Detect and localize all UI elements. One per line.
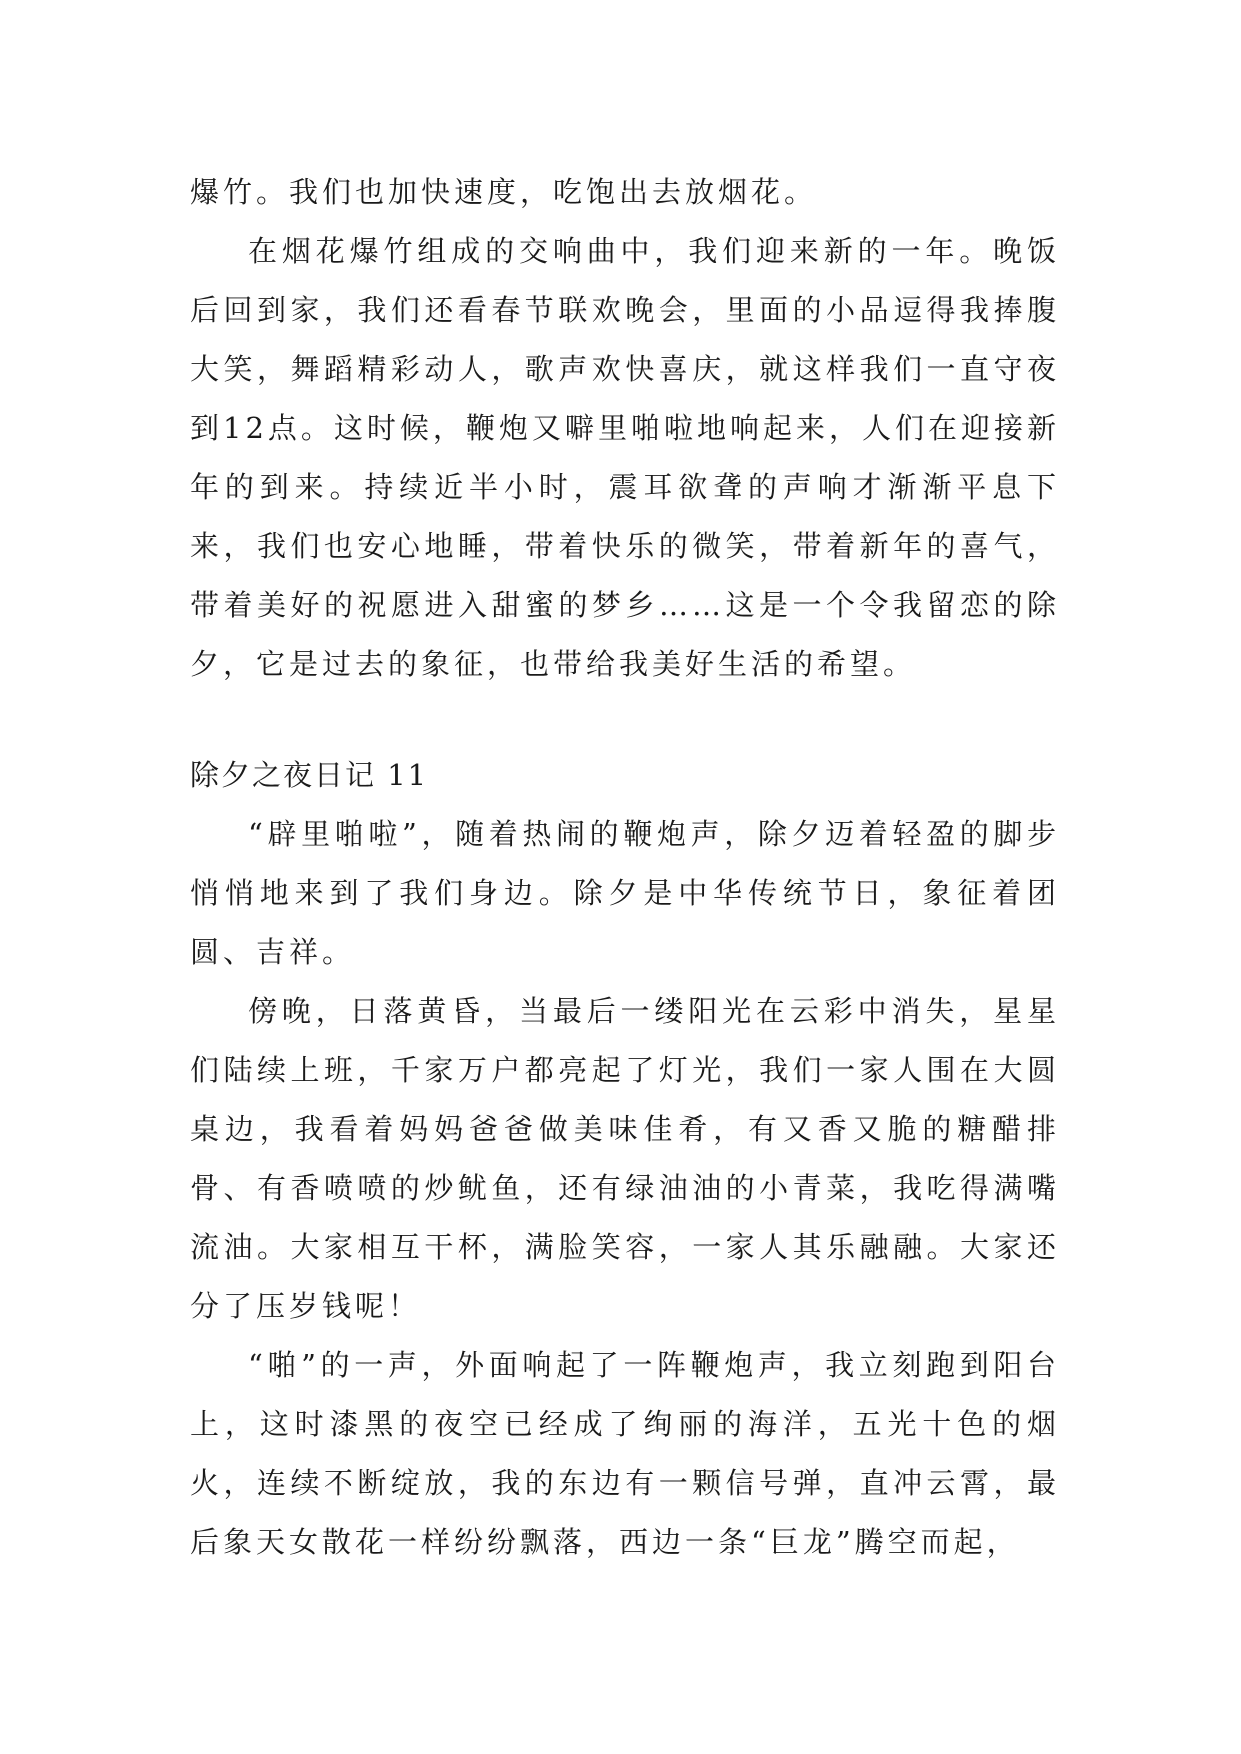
section-title: 除夕之夜日记 11 xyxy=(190,758,429,792)
continuation-paragraph: 爆竹。我们也加快速度，吃饱出去放烟花。 xyxy=(190,175,818,209)
paragraph-dinner: 傍晚，日落黄昏，当最后一缕阳光在云彩中消失，星星们陆续上班，千家万户都亮起了灯光，我们一家人围在大圆桌边，我看着妈妈爸爸做美味佳肴，有又香又脆的糖醋排骨、有香喷喷的炒鱿鱼，还有绿油油的小青菜，我吃得满嘴流油。大家相互干杯，满脸笑容，一家人其乐融融。大家还分了压岁钱呢！ xyxy=(190,994,1060,1323)
document-body xyxy=(190,163,1060,1572)
paragraph-fireworks: “啪”的一声，外面响起了一阵鞭炮声，我立刻跑到阳台上，这时漆黑的夜空已经成了绚丽的海洋，五光十色的烟火，连续不断绽放，我的东边有一颗信号弹，直冲云霄，最后象天女散花一样纷纷飘落，西边一条“巨龙”腾空而起， xyxy=(190,1348,1060,1559)
paragraph-intro: “辟里啪啦”，随着热闹的鞭炮声，除夕迈着轻盈的脚步悄悄地来到了我们身边。除夕是中华传统节日，象征着团圆、吉祥。 xyxy=(190,817,1060,969)
section-gap xyxy=(190,694,1060,746)
paragraph-new-year-night: 在烟花爆竹组成的交响曲中，我们迎来新的一年。晚饭后回到家，我们还看春节联欢晚会，里面的小品逗得我捧腹大笑，舞蹈精彩动人，歌声欢快喜庆，就这样我们一直守夜到12点。这时候，鞭炮又噼里啪啦地响起来，人们在迎接新年的到来。持续近半小时，震耳欲聋的声响才渐渐平息下来，我们也安心地睡，带着快乐的微笑，带着新年的喜气，带着美好的祝愿进入甜蜜的梦乡……这是一个令我留恋的除夕，它是过去的象征，也带给我美好生活的希望。 xyxy=(190,234,1060,681)
